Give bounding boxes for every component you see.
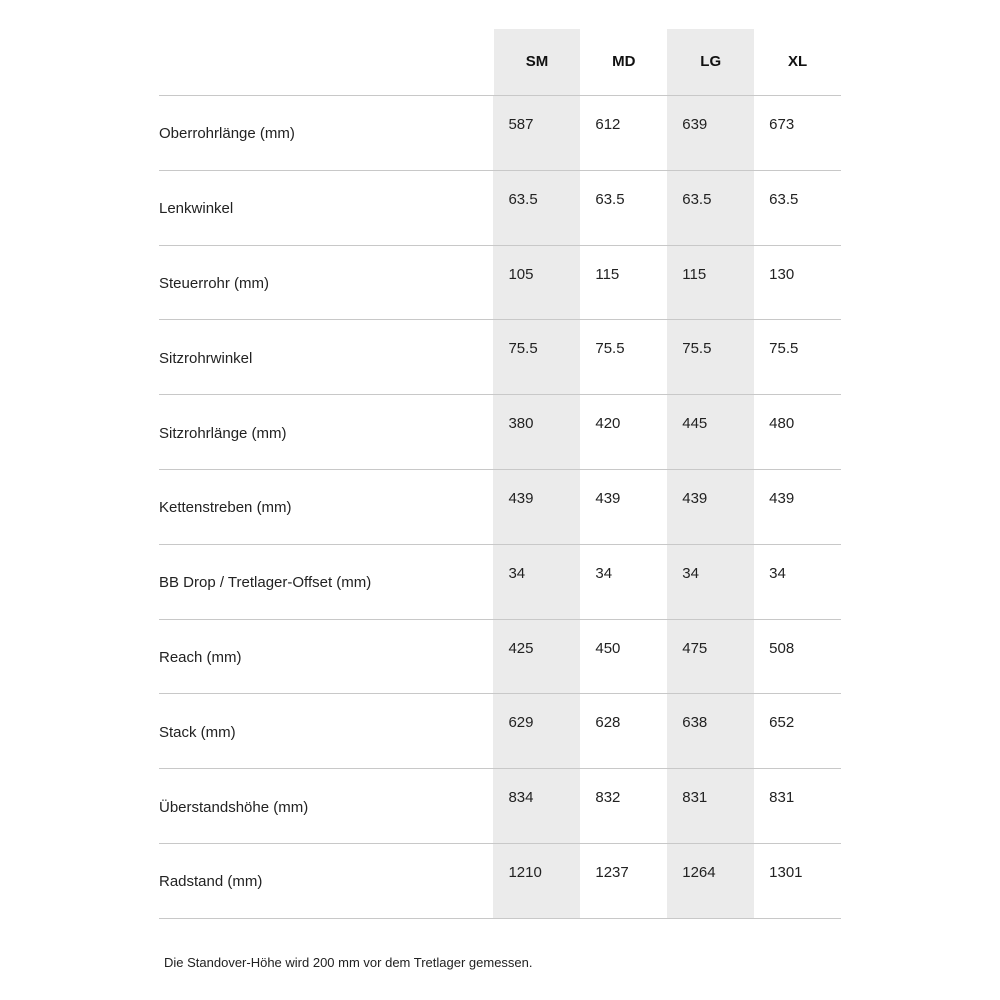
table-row [159, 844, 841, 919]
header-size-xl: XL [787, 53, 808, 70]
footnote: Die Standover-Höhe wird 200 mm vor dem Tretlager gemessen. [164, 955, 533, 970]
header-size-md: MD [612, 53, 636, 70]
cell-sm: 105 [493, 246, 580, 320]
cell-md: 75.5 [595, 340, 625, 358]
cell-lg: 475 [667, 620, 754, 694]
cell-xl: 439 [769, 489, 795, 507]
cell-lg: 63.5 [667, 171, 754, 245]
cell-sm: 75.5 [493, 320, 580, 394]
cell-lg: 445 [667, 395, 754, 469]
cell-sm: 34 [493, 545, 580, 619]
row-label: Oberrohrlänge (mm) [159, 125, 295, 143]
cell-lg: 75.5 [667, 320, 754, 394]
row-label: Lenkwinkel [159, 200, 234, 218]
header-size-sm: SM [494, 29, 581, 95]
cell-md: 420 [595, 415, 621, 433]
row-label: Radstand (mm) [159, 873, 263, 891]
header-size-lg: LG [667, 29, 754, 95]
row-label: Steuerrohr (mm) [159, 274, 270, 292]
row-label: Sitzrohrwinkel [159, 349, 253, 367]
cell-md: 450 [595, 639, 621, 657]
cell-sm: 587 [493, 96, 580, 170]
cell-md: 115 [595, 265, 620, 283]
cell-sm: 63.5 [493, 171, 580, 245]
row-label: Sitzrohrlänge (mm) [159, 424, 287, 442]
row-label: Überstandshöhe (mm) [159, 798, 309, 816]
table-row [159, 470, 841, 545]
cell-lg: 439 [667, 470, 754, 544]
cell-sm: 629 [493, 694, 580, 768]
table-row [159, 171, 841, 246]
table-row [159, 769, 841, 844]
cell-xl: 130 [769, 265, 795, 283]
cell-xl: 1301 [769, 863, 803, 881]
table-row [159, 96, 841, 171]
cell-md: 612 [595, 116, 621, 133]
cell-xl: 652 [769, 714, 795, 732]
cell-xl: 34 [769, 564, 786, 582]
cell-sm: 1210 [493, 844, 580, 918]
cell-xl: 63.5 [769, 190, 799, 208]
row-label: Reach (mm) [159, 648, 242, 666]
cell-lg: 1264 [667, 844, 754, 918]
table-row [159, 395, 841, 470]
cell-xl: 75.5 [769, 340, 799, 358]
cell-sm: 834 [493, 769, 580, 843]
cell-sm: 425 [493, 620, 580, 694]
cell-lg: 34 [667, 545, 754, 619]
cell-xl: 480 [769, 415, 795, 433]
cell-xl: 673 [769, 116, 795, 133]
cell-sm: 439 [493, 470, 580, 544]
cell-xl: 508 [769, 639, 795, 657]
table-row [159, 545, 841, 620]
table-row [159, 620, 841, 695]
row-label: BB Drop / Tretlager-Offset (mm) [159, 574, 372, 592]
cell-lg: 638 [667, 694, 754, 768]
geometry-table [159, 29, 841, 919]
table-header-row [159, 29, 841, 96]
cell-lg: 831 [667, 769, 754, 843]
cell-xl: 831 [769, 789, 795, 807]
cell-md: 1237 [595, 863, 629, 881]
table-row [159, 246, 841, 321]
cell-sm: 380 [493, 395, 580, 469]
cell-md: 63.5 [595, 190, 625, 208]
cell-md: 628 [595, 714, 621, 732]
cell-md: 34 [595, 564, 613, 582]
row-label: Stack (mm) [159, 723, 236, 741]
table-row [159, 320, 841, 395]
header-empty-cell [159, 29, 494, 95]
table-row [159, 694, 841, 769]
cell-md: 832 [595, 789, 621, 807]
row-label: Kettenstreben (mm) [159, 499, 292, 517]
cell-lg: 639 [667, 96, 754, 170]
cell-md: 439 [595, 489, 621, 507]
cell-lg: 115 [667, 246, 754, 320]
